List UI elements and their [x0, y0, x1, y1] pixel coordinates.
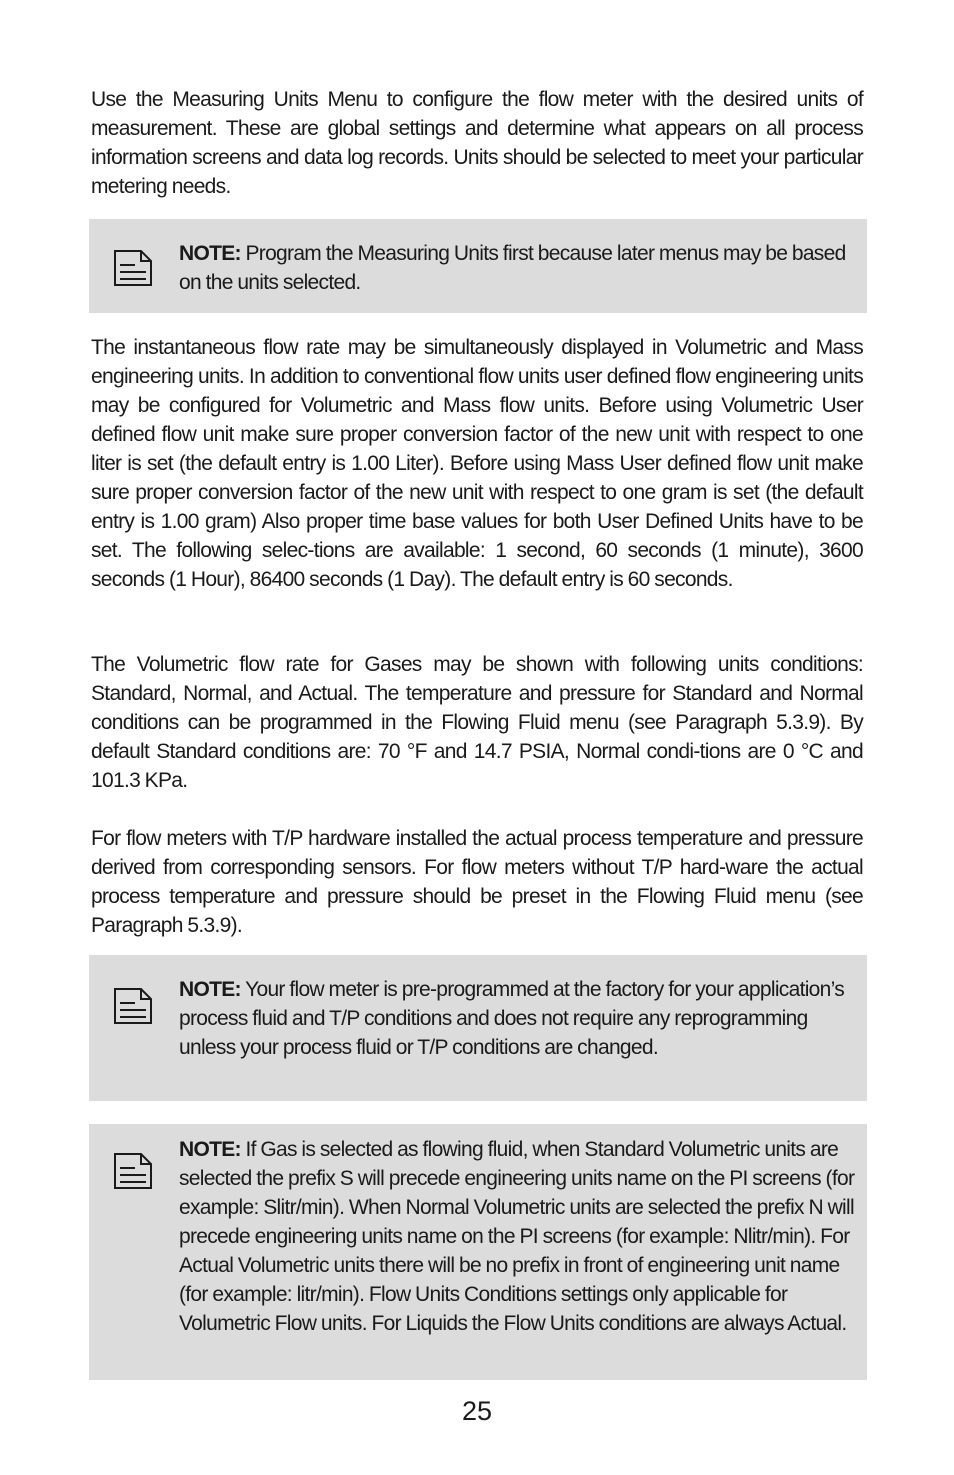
intro-paragraph: Use the Measuring Units Menu to configure the flow meter with the desired units of measurement. These are global settings and determine what appears on all process information screens and data log records. Units should be selected to meet your particular metering needs.	[91, 88, 863, 198]
note-label: NOTE:	[179, 978, 241, 1001]
tp-hardware-paragraph: For flow meters with T/P hardware installed the actual process temperature and pressure derived from corresponding sensors. For flow meters without T/P hard-ware the actual process temperature and pressure should be preset in the Flowing Fluid menu (see Paragraph 5.3.9).	[91, 827, 863, 937]
note-text	[179, 239, 857, 297]
page-number: 25	[461, 1396, 493, 1426]
note-body: Program the Measuring Units first because later menus may be based on the units selected.	[179, 242, 846, 294]
note-box-measuring-units	[89, 219, 867, 313]
document-note-icon	[113, 1152, 153, 1190]
document-note-icon	[113, 987, 153, 1025]
note-box-factory-programmed	[89, 955, 867, 1101]
flow-units-paragraph: The instantaneous flow rate may be simultaneously displayed in Volumetric and Mass engineering units. In addition to conventional flow units user defined flow engineering units may be configured for Volumetric and Mass flow units. Before using Volumetric User defined flow unit make sure proper conversion factor of the new unit with respect to one liter is set (the default entry is 1.00 Liter). Before using Mass User defined flow unit make sure proper conversion factor of the new unit with respect to one gram is set (the default entry is 1.00 gram) Also proper time base values for both User Defined Units have to be set. The following selec-tions are available: 1 second, 60 seconds (1 minute), 3600 seconds (1 Hour), 86400 seconds (1 Day). The default entry is 60 seconds.	[91, 336, 863, 591]
note-label: NOTE:	[179, 1138, 241, 1161]
note-box-gas-prefix	[89, 1124, 867, 1380]
note-text	[179, 975, 857, 1062]
volumetric-conditions-paragraph: The Volumetric flow rate for Gases may be shown with following units conditions: Standard, Normal, and Actual. The temperature and pressure for Standard and Normal conditions can be programmed in the Flowing Fluid menu (see Paragraph 5.3.9). By default Standard conditions are: 70 °F and 14.7 PSIA, Normal condi-tions are 0 °C and 101.3 KPa.	[91, 653, 863, 792]
note-label: NOTE:	[179, 242, 241, 265]
document-note-icon	[113, 249, 153, 287]
note-body: Your flow meter is pre-programmed at the factory for your application’s process fluid and T/P conditions and does not require any reprogramming unless your process fluid or T/P conditions are changed.	[179, 978, 845, 1059]
note-body: If Gas is selected as flowing fluid, when Standard Volumetric units are selected the prefix S will precede engineering units name on the PI screens (for example: Slitr/min). When Normal Volumetric units are selected the prefix N will precede engineering units name on the PI screens (for example: Nlitr/min). For Actual Volumetric units there will be no prefix in front of engineering unit name (for example: litr/min). Flow Units Conditions settings only applicable for Volumetric Flow units. For Liquids the Flow Units conditions are always Actual.	[179, 1138, 855, 1335]
note-text	[179, 1135, 857, 1338]
